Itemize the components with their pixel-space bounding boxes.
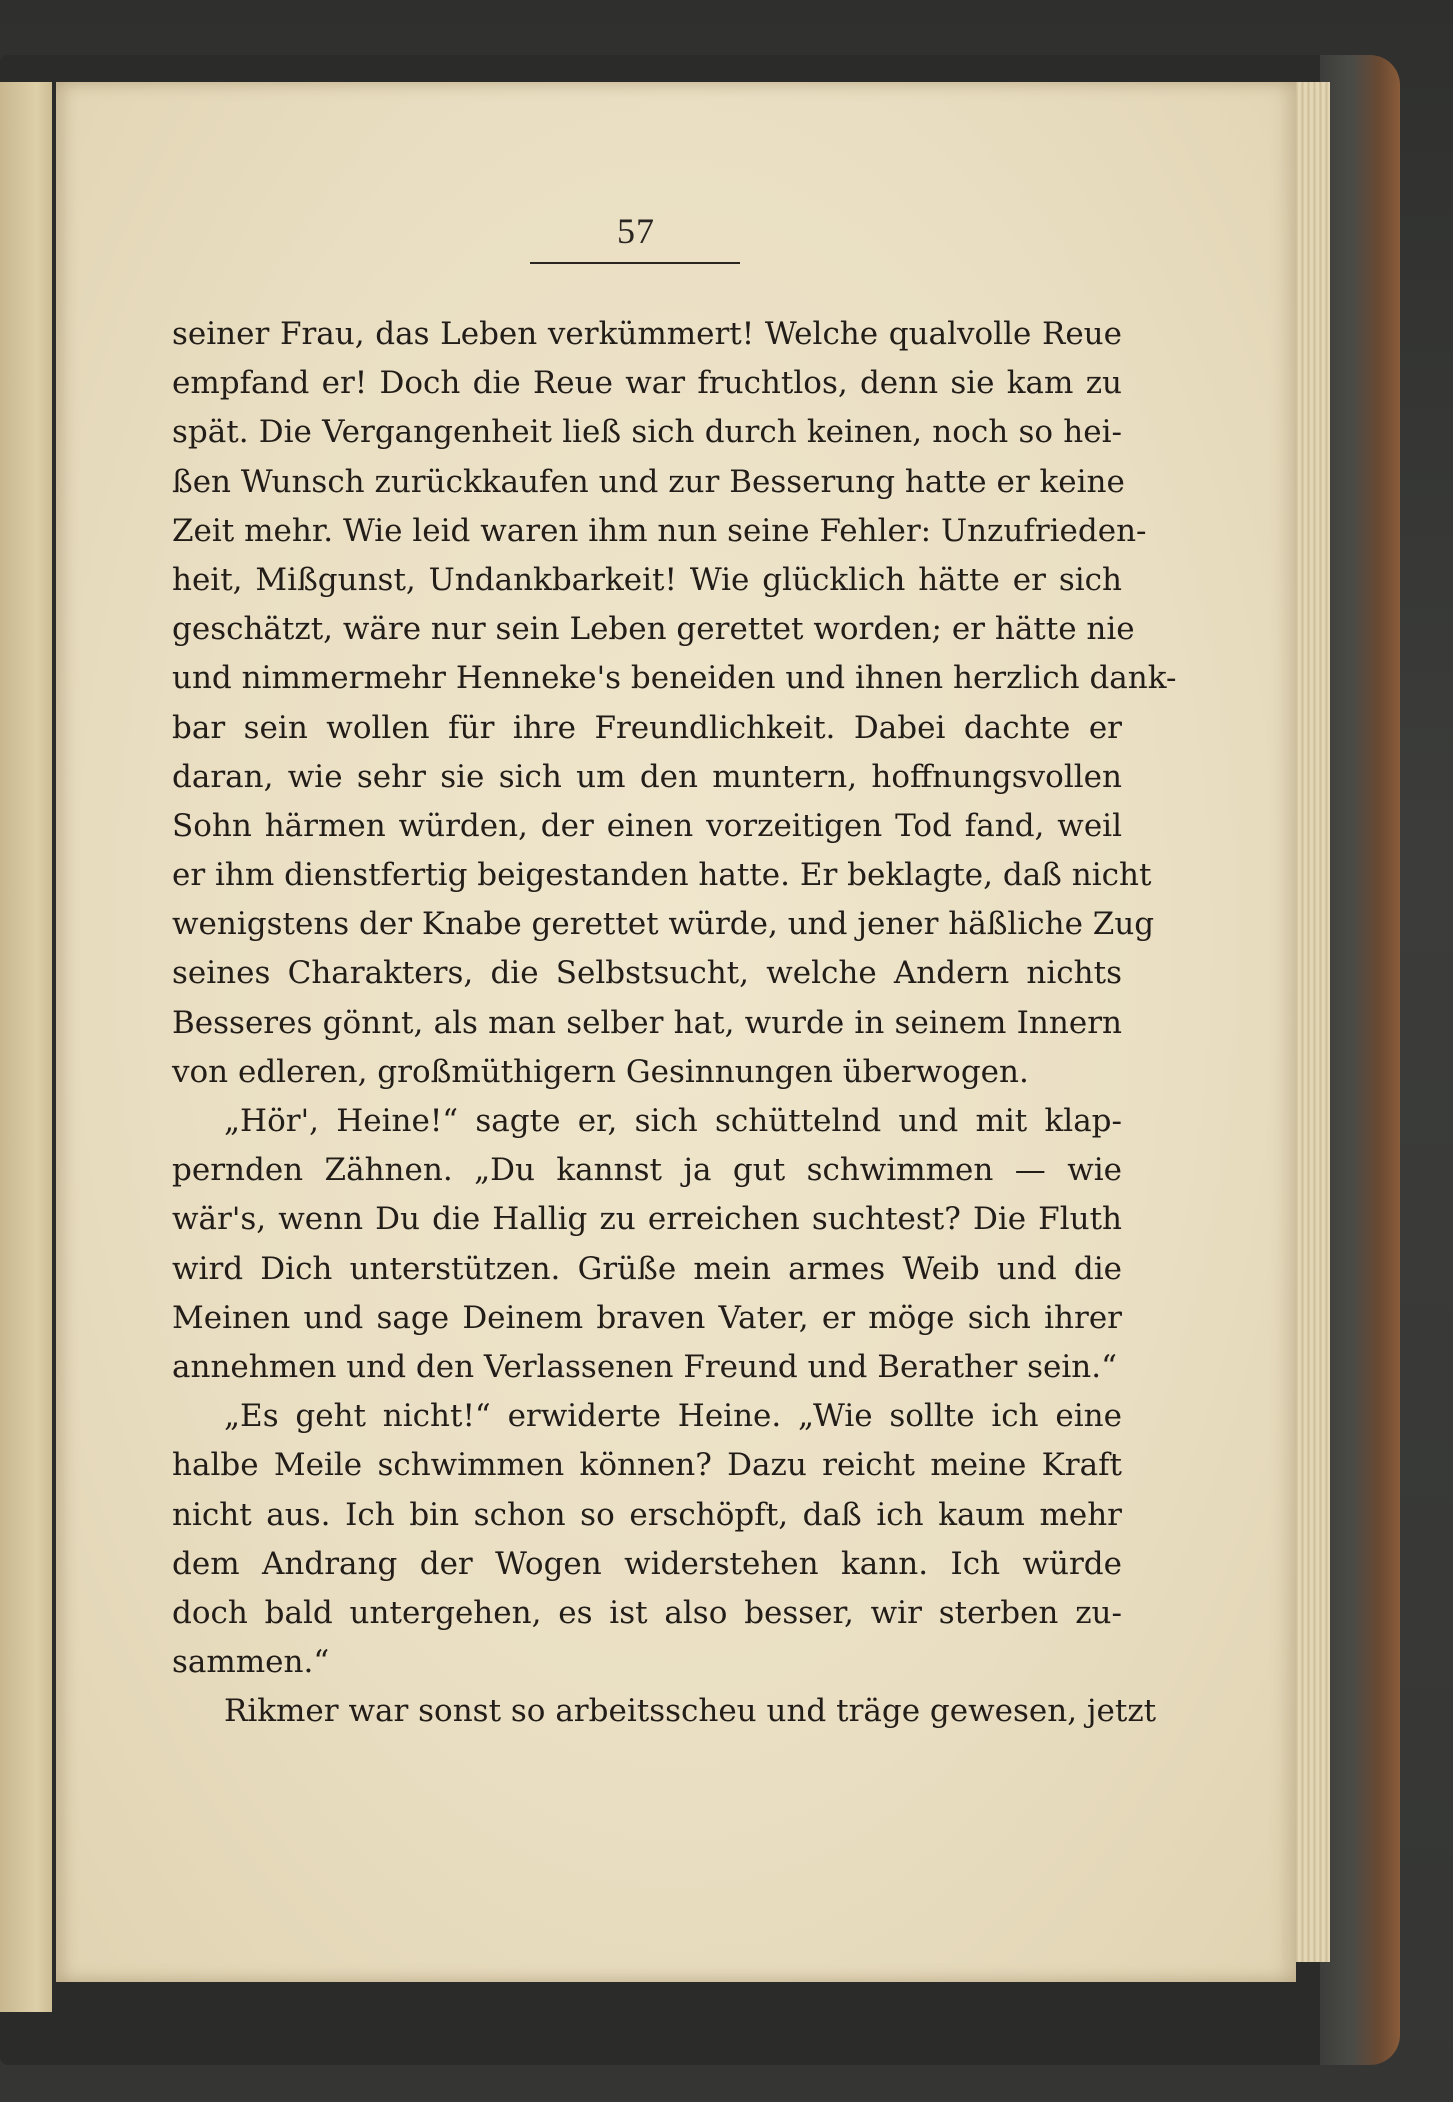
text-line: sammen.“ <box>172 1644 330 1681</box>
text-line: geschätzt, wäre nur sein Leben gerettet worden; er hätte nie <box>172 611 1135 648</box>
body-text <box>172 310 1177 1736</box>
book-page <box>56 82 1296 1982</box>
facing-page-edge <box>0 82 52 2012</box>
header-rule <box>530 262 740 264</box>
text-line: heit, Mißgunst, Undankbarkeit! Wie glücklich hätte er sich <box>172 561 1122 598</box>
text-line: nicht aus. Ich bin schon so erschöpft, daß ich kaum mehr <box>172 1496 1122 1533</box>
text-line: bar sein wollen für ihre Freundlichkeit. Dabei dachte er <box>172 709 1122 746</box>
cover-edge <box>1320 55 1400 2065</box>
text-line: Besseres gönnt, als man selber hat, wurde in seinem Innern <box>172 1004 1122 1041</box>
text-line: von edleren, großmüthigern Gesinnungen überwogen. <box>172 1053 1029 1090</box>
text-line: er ihm dienstfertig beigestanden hatte. Er beklagte, daß nicht <box>172 857 1152 894</box>
text-line: pernden Zähnen. „Du kannst ja gut schwimmen — wie <box>172 1152 1122 1189</box>
text-line: spät. Die Vergangenheit ließ sich durch keinen, noch so hei- <box>172 414 1122 451</box>
text-line: seiner Frau, das Leben verkümmert! Welche qualvolle Reue <box>172 316 1122 352</box>
text-line: halbe Meile schwimmen können? Dazu reicht meine Kraft <box>172 1447 1122 1484</box>
text-line: empfand er! Doch die Reue war fruchtlos, denn sie kam zu <box>172 365 1122 402</box>
text-line: Zeit mehr. Wie leid waren ihm nun seine Fehler: Unzufrieden- <box>172 512 1147 549</box>
text-line: ßen Wunsch zurückkaufen und zur Besserung hatte er keine <box>172 463 1125 500</box>
text-line: wenigstens der Knabe gerettet würde, und jener häßliche Zug <box>172 906 1155 943</box>
text-line: doch bald untergehen, es ist also besser, wir sterben zu- <box>172 1594 1122 1631</box>
text-line: seines Charakters, die Selbstsucht, welche Andern nichts <box>172 955 1122 992</box>
text-line: „Hör', Heine!“ sagte er, sich schüttelnd und mit klap- <box>224 1103 1122 1139</box>
text-line: dem Andrang der Wogen widerstehen kann. Ich würde <box>172 1545 1122 1582</box>
text-line: annehmen und den Verlassenen Freund und Berather sein.“ <box>172 1348 1117 1385</box>
text-line: wär's, wenn Du die Hallig zu erreichen suchtest? Die Fluth <box>172 1201 1122 1238</box>
text-line: Sohn härmen würden, der einen vorzeitigen Tod fand, weil <box>172 807 1122 844</box>
page-number: 57 <box>617 211 655 251</box>
text-line: wird Dich unterstützen. Grüße mein armes Weib und die <box>172 1250 1122 1287</box>
text-line: „Es geht nicht!“ erwiderte Heine. „Wie sollte ich eine <box>224 1398 1122 1435</box>
text-line: Rikmer war sonst so arbeitsscheu und träge gewesen, jetzt <box>224 1693 1157 1730</box>
text-line: und nimmermehr Henneke's beneiden und ihnen herzlich dank- <box>172 660 1177 697</box>
text-line: Meinen und sage Deinem braven Vater, er möge sich ihrer <box>172 1299 1122 1336</box>
text-line: daran, wie sehr sie sich um den muntern, hoffnungsvollen <box>172 758 1122 795</box>
